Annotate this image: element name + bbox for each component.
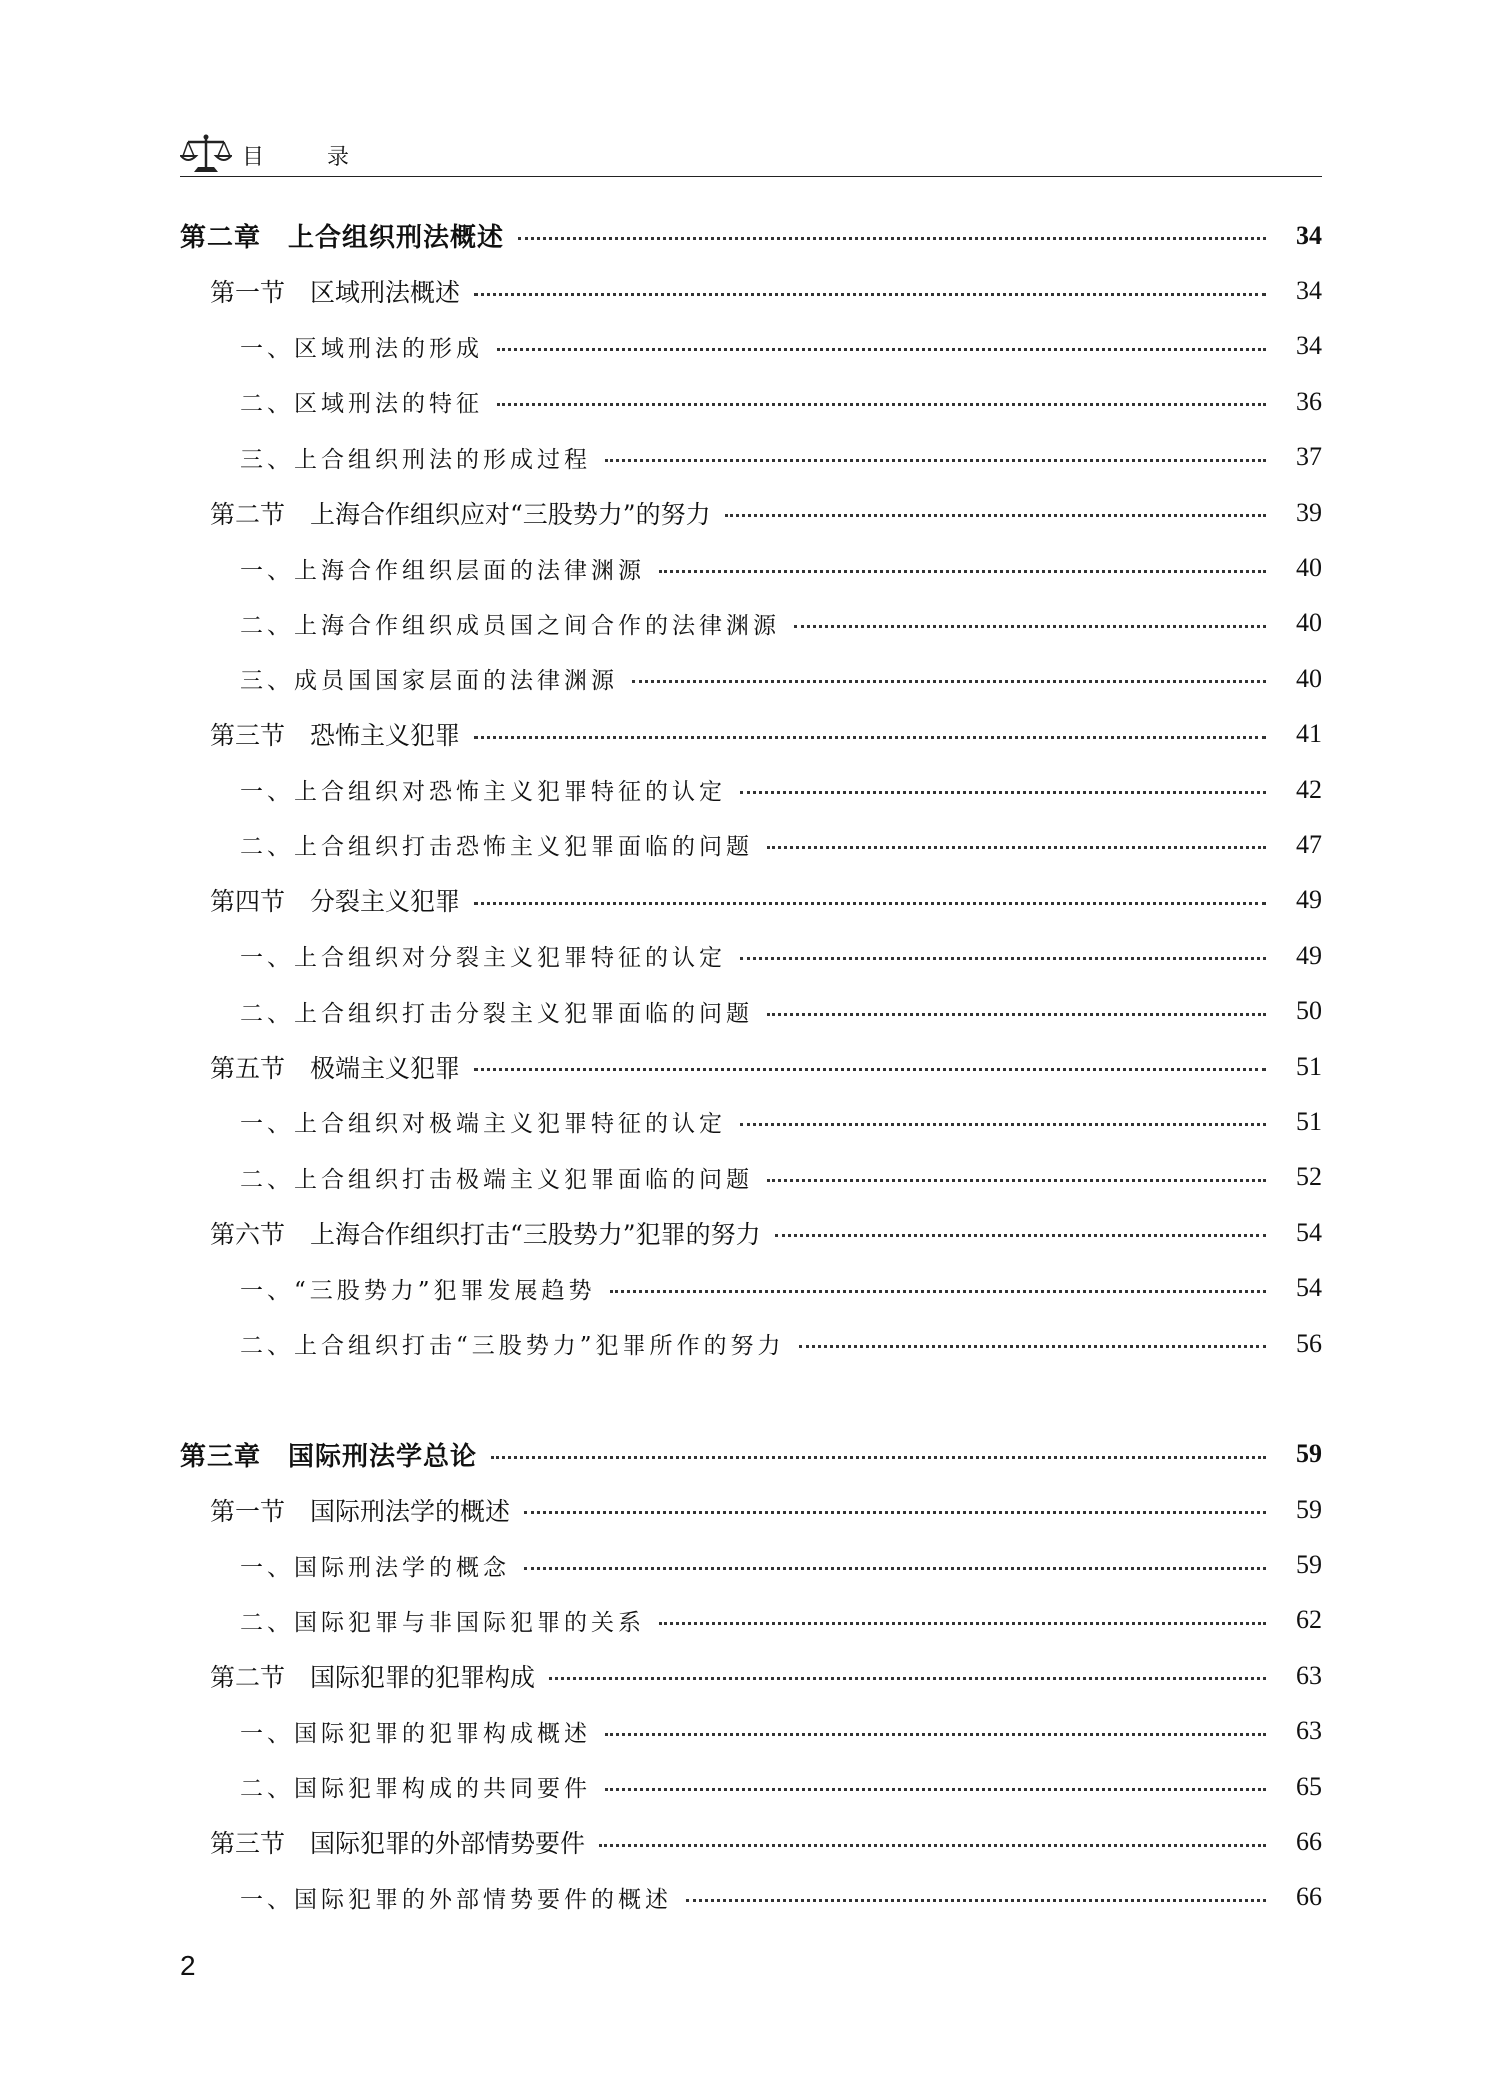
dot-leader [610,1290,1266,1293]
toc-entry-title: 二、上合组织打击恐怖主义犯罪面临的问题 [240,834,753,861]
toc-entry-page: 62 [1296,1605,1322,1635]
dot-leader [524,1511,1266,1514]
dot-leader [474,736,1266,739]
dot-leader [794,625,1266,628]
toc-item[interactable] [180,928,1322,983]
toc-entry-title: 二、区域刑法的特征 [240,391,483,418]
toc-item[interactable] [180,596,1322,651]
dot-leader [686,1899,1266,1902]
toc-entry-page: 52 [1296,1162,1322,1192]
dot-leader [518,237,1266,240]
toc-entry-page: 34 [1296,331,1322,361]
toc-entry-title: 第五节 极端主义犯罪 [210,1053,461,1083]
toc-entry-page: 59 [1296,1494,1322,1524]
toc-item[interactable] [180,1593,1322,1648]
table-of-contents [180,208,1322,1925]
toc-item[interactable] [180,1759,1322,1814]
toc-entry-page: 49 [1296,885,1322,915]
dot-leader [740,791,1266,794]
toc-item[interactable] [180,374,1322,429]
dot-leader [497,403,1266,406]
page-number: 2 [180,1950,196,1981]
toc-entry-page: 40 [1296,608,1322,638]
toc-entry-page: 36 [1296,386,1322,416]
toc-entry-page: 50 [1296,996,1322,1026]
toc-entry-page: 34 [1296,276,1322,306]
toc-entry-page: 66 [1296,1882,1322,1912]
toc-item[interactable] [180,651,1322,706]
toc-entry-title: 一、“三股势力”犯罪发展趋势 [240,1277,596,1304]
dot-leader [497,348,1266,351]
toc-entry-title: 第三节 国际犯罪的外部情势要件 [210,1829,586,1859]
dot-leader [775,1234,1266,1237]
toc-entry-title: 第二节 上海合作组织应对“三股势力”的努力 [210,499,711,529]
toc-entry-page: 47 [1296,829,1322,859]
dot-leader [767,1013,1266,1016]
toc-entry-page: 39 [1296,497,1322,527]
dot-leader [632,680,1266,683]
dot-leader [659,1622,1266,1625]
toc-entry-page: 51 [1296,1106,1322,1136]
toc-entry-title: 一、国际犯罪的外部情势要件的概述 [240,1886,672,1913]
toc-item[interactable] [180,983,1322,1038]
toc-entry-title: 一、国际刑法学的概念 [240,1554,510,1581]
toc-entry-page: 54 [1296,1217,1322,1247]
header-title: 目 录 [242,145,377,170]
toc-item[interactable] [180,1870,1322,1925]
toc-section[interactable] [180,1205,1322,1260]
toc-entry-page: 66 [1296,1827,1322,1857]
header-rule [180,176,1322,177]
toc-item[interactable] [180,319,1322,374]
toc-item[interactable] [180,1150,1322,1205]
dot-leader [605,1788,1266,1791]
toc-item[interactable] [180,540,1322,595]
toc-entry-title: 一、上合组织对恐怖主义犯罪特征的认定 [240,779,726,806]
toc-section[interactable] [180,1648,1322,1703]
dot-leader [524,1567,1266,1570]
toc-entry-page: 63 [1296,1716,1322,1746]
toc-entry-page: 42 [1296,774,1322,804]
toc-section[interactable] [180,873,1322,928]
toc-item[interactable] [180,1537,1322,1592]
toc-entry-title: 一、上合组织对极端主义犯罪特征的认定 [240,1111,726,1138]
toc-entry-title: 二、上合组织打击分裂主义犯罪面临的问题 [240,1000,753,1027]
dot-leader [474,293,1266,296]
toc-entry-page: 54 [1296,1273,1322,1303]
toc-entry-title: 一、上合组织对分裂主义犯罪特征的认定 [240,945,726,972]
dot-leader [474,902,1266,905]
dot-leader [599,1844,1266,1847]
toc-entry-title: 第二节 国际犯罪的犯罪构成 [210,1662,536,1692]
dot-leader [740,957,1266,960]
toc-entry-page: 63 [1296,1660,1322,1690]
dot-leader [767,1179,1266,1182]
dot-leader [799,1345,1266,1348]
dot-leader [491,1456,1266,1459]
toc-item[interactable] [180,1316,1322,1371]
toc-chapter[interactable] [180,208,1322,263]
dot-leader [605,1733,1266,1736]
toc-entry-title: 第六节 上海合作组织打击“三股势力”犯罪的努力 [210,1219,761,1249]
toc-section[interactable] [180,1482,1322,1537]
toc-entry-page: 59 [1296,1550,1322,1580]
toc-entry-page: 65 [1296,1771,1322,1801]
toc-entry-title: 第一节 区域刑法概述 [210,278,461,308]
dot-leader [659,570,1266,573]
toc-entry-page: 41 [1296,719,1322,749]
toc-item[interactable] [180,762,1322,817]
toc-entry-title: 二、上合组织打击“三股势力”犯罪所作的努力 [240,1333,785,1359]
toc-section[interactable] [180,1039,1322,1094]
toc-entry-title: 二、国际犯罪构成的共同要件 [240,1776,591,1803]
dot-leader [605,459,1266,462]
toc-entry-page: 40 [1296,663,1322,693]
toc-section[interactable] [180,707,1322,762]
toc-chapter[interactable] [180,1427,1322,1482]
toc-entry-title: 第一节 国际刑法学的概述 [210,1496,511,1526]
toc-item[interactable] [180,1260,1322,1315]
toc-entry-title: 二、国际犯罪与非国际犯罪的关系 [240,1609,645,1636]
toc-section[interactable] [180,485,1322,540]
toc-item[interactable] [180,1094,1322,1149]
toc-entry-page: 34 [1296,220,1322,250]
toc-section[interactable] [180,1814,1322,1869]
toc-entry-title: 一、区域刑法的形成 [240,335,483,362]
dot-leader [549,1677,1266,1680]
toc-item[interactable] [180,817,1322,872]
toc-entry-page: 49 [1296,940,1322,970]
toc-spacer [180,1371,1322,1426]
toc-entry-title: 三、成员国国家层面的法律渊源 [240,668,618,695]
toc-entry-title: 二、上海合作组织成员国之间合作的法律渊源 [240,612,780,639]
dot-leader [740,1123,1266,1126]
toc-entry-title: 第三章 国际刑法学总论 [180,1441,478,1472]
toc-entry-title: 第三节 恐怖主义犯罪 [210,721,461,751]
toc-item[interactable] [180,1704,1322,1759]
toc-entry-page: 40 [1296,553,1322,583]
toc-entry-page: 37 [1296,442,1322,472]
toc-item[interactable] [180,430,1322,485]
toc-entry-page: 56 [1296,1328,1322,1358]
toc-entry-title: 三、上合组织刑法的形成过程 [240,446,591,473]
running-header [180,130,1322,178]
toc-entry-title: 一、上海合作组织层面的法律渊源 [240,557,645,584]
toc-entry-title: 第二章 上合组织刑法概述 [180,223,505,254]
dot-leader [474,1068,1266,1071]
scale-icon [180,132,232,174]
toc-entry-title: 一、国际犯罪的犯罪构成概述 [240,1720,591,1747]
toc-entry-page: 51 [1296,1051,1322,1081]
dot-leader [767,846,1266,849]
toc-entry-page: 59 [1296,1439,1322,1469]
toc-section[interactable] [180,263,1322,318]
toc-entry-title: 二、上合组织打击极端主义犯罪面临的问题 [240,1166,753,1193]
toc-entry-title: 第四节 分裂主义犯罪 [210,887,461,917]
dot-leader [725,514,1266,517]
